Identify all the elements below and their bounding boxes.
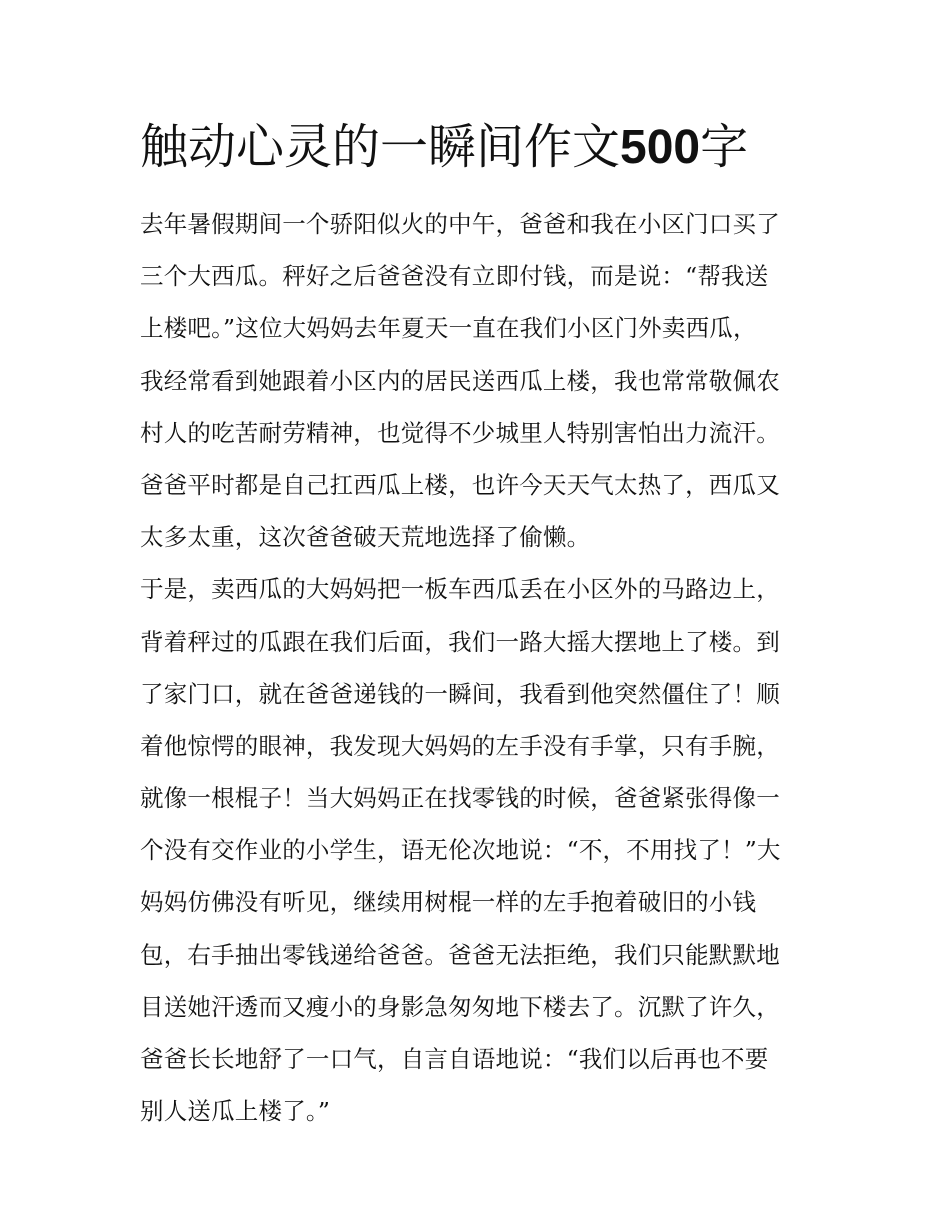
body-line: 背着秤过的瓜跟在我们后面，我们一路大摇大摆地上了楼。到 [140,627,780,656]
body-line: 就像一根棍子！当大妈妈正在找零钱的时候，爸爸紧张得像一 [140,784,780,813]
body-line: 妈妈仿佛没有听见，继续用树棍一样的左手抱着破旧的小钱 [140,888,757,917]
body-line: 三个大西瓜。秤好之后爸爸没有立即付钱，而是说：“帮我送 [140,262,769,291]
body-line: 村人的吃苦耐劳精神，也觉得不少城里人特别害怕出力流汗。 [140,418,780,447]
title-suffix: 字 [700,119,749,175]
body-line: 包，右手抽出零钱递给爸爸。爸爸无法拒绝，我们只能默默地 [140,940,780,969]
body-line: 太多太重，这次爸爸破天荒地选择了偷懒。 [140,523,591,552]
body-line: 个没有交作业的小学生，语无伦次地说：“不，不用找了！”大 [140,836,781,865]
body-line: 着他惊愕的眼神，我发现大妈妈的左手没有手掌，只有手腕， [140,731,780,760]
body-line: 我经常看到她跟着小区内的居民送西瓜上楼，我也常常敬佩农 [140,366,780,395]
title-text: 触动心灵的一瞬间作文 [140,119,621,175]
body-line: 上楼吧。”这位大妈妈去年夏天一直在我们小区门外卖西瓜， [140,314,757,343]
body-line: 爸爸长长地舒了一口气，自言自语地说：“我们以后再也不要 [140,1045,769,1073]
document-title [140,112,840,183]
body-line: 爸爸平时都是自己扛西瓜上楼，也许今天天气太热了，西瓜又 [140,470,780,499]
body-line: 于是，卖西瓜的大妈妈把一板车西瓜丢在小区外的马路边上， [140,575,780,604]
body-line: 目送她汗透而又瘦小的身影急匆匆地下楼去了。沉默了许久， [140,992,780,1021]
title-number: 500 [620,121,701,174]
document-body [140,202,812,1141]
body-line: 了家门口，就在爸爸递钱的一瞬间，我看到他突然僵住了！顺 [140,679,780,708]
body-line: 别人送瓜上楼了。” [140,1097,331,1126]
body-line: 去年暑假期间一个骄阳似火的中午，爸爸和我在小区门口买了 [140,210,780,238]
